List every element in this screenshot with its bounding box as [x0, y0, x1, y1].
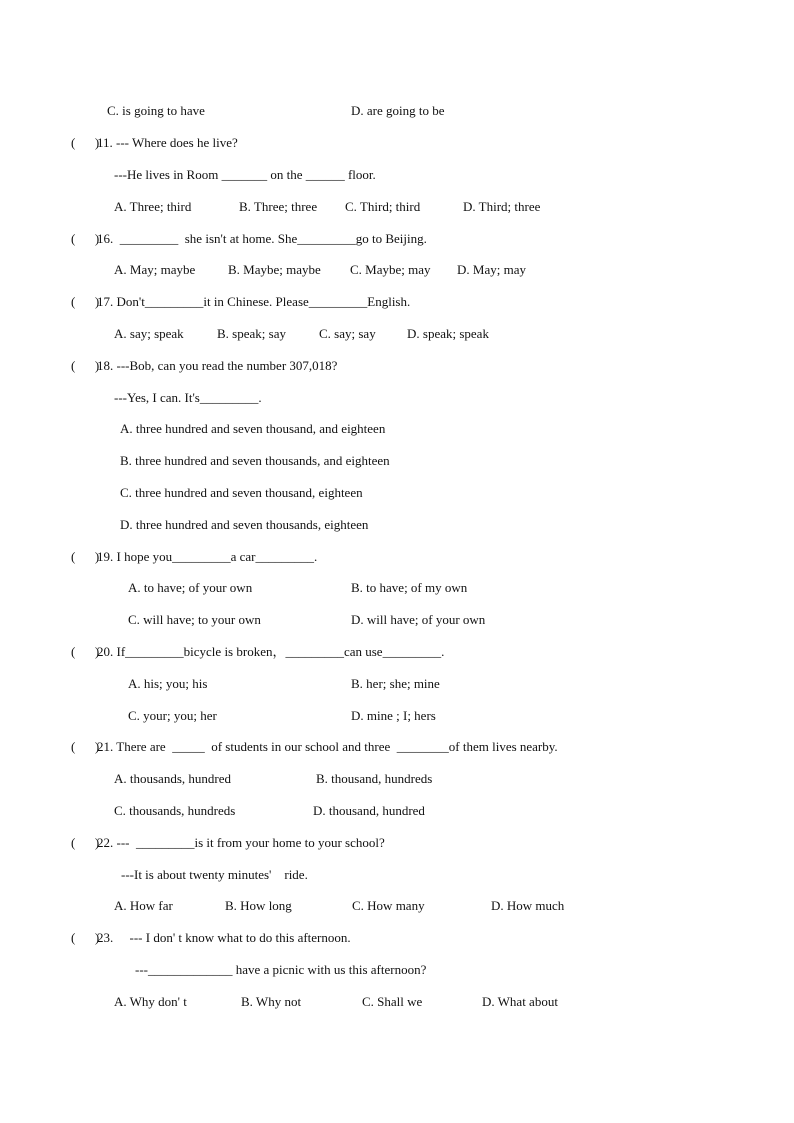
q23-stem: 23. --- I don' t know what to do this afternoon. — [97, 930, 351, 945]
q11-reply: ---He lives in Room _______ on the ______ floor. — [114, 167, 376, 182]
q17-stem: 17. Don't_________it in Chinese. Please_________English. — [97, 294, 411, 309]
answer-bracket: ( ) — [71, 739, 100, 754]
q22-option-a: A. How far — [114, 898, 173, 913]
q11-option-d: D. Third; three — [463, 199, 541, 214]
q17-option-c: C. say; say — [319, 326, 376, 341]
q17-option-d: D. speak; speak — [407, 326, 489, 341]
q22-option-c: C. How many — [352, 898, 425, 913]
q18-option-b: B. three hundred and seven thousands, and eighteen — [120, 453, 390, 468]
q18-option-a: A. three hundred and seven thousand, and eighteen — [120, 421, 386, 436]
answer-bracket: ( ) — [71, 549, 100, 564]
q16-option-c: C. Maybe; may — [350, 262, 431, 277]
answer-bracket: ( ) — [71, 135, 100, 150]
q18-option-d: D. three hundred and seven thousands, eighteen — [120, 517, 369, 532]
q18-reply: ---Yes, I can. It's_________. — [114, 390, 262, 405]
q20-option-a: A. his; you; his — [128, 676, 208, 691]
q19-option-a: A. to have; of your own — [128, 580, 253, 595]
q16-option-b: B. Maybe; maybe — [228, 262, 321, 277]
q11-option-b: B. Three; three — [239, 199, 318, 214]
q20-stem: 20. If_________bicycle is broken，_________can use_________. — [97, 644, 445, 659]
q22-option-b: B. How long — [225, 898, 292, 913]
q23-option-b: B. Why not — [241, 994, 302, 1009]
q21-option-a: A. thousands, hundred — [114, 771, 231, 786]
q11-option-a: A. Three; third — [114, 199, 192, 214]
q23-option-d: D. What about — [482, 994, 558, 1009]
q10-option-c: C. is going to have — [107, 103, 205, 118]
q22-option-d: D. How much — [491, 898, 565, 913]
answer-bracket: ( ) — [71, 644, 100, 659]
q19-option-c: C. will have; to your own — [128, 612, 261, 627]
q21-option-c: C. thousands, hundreds — [114, 803, 236, 818]
q21-option-b: B. thousand, hundreds — [316, 771, 433, 786]
answer-bracket: ( ) — [71, 294, 100, 309]
answer-bracket: ( ) — [71, 930, 100, 945]
q22-stem: 22. --- _________is it from your home to your school? — [97, 835, 385, 850]
q22-reply: ---It is about twenty minutes' ride. — [121, 867, 308, 882]
q19-option-b: B. to have; of my own — [351, 580, 468, 595]
q19-stem: 19. I hope you_________a car_________. — [97, 549, 318, 564]
q20-option-d: D. mine ; I; hers — [351, 708, 436, 723]
q23-reply: ---_____________ have a picnic with us this afternoon? — [135, 962, 427, 977]
q23-option-c: C. Shall we — [362, 994, 423, 1009]
answer-bracket: ( ) — [71, 358, 100, 373]
q21-option-d: D. thousand, hundred — [313, 803, 425, 818]
q10-option-d: D. are going to be — [351, 103, 445, 118]
q19-option-d: D. will have; of your own — [351, 612, 486, 627]
q11-stem: 11. --- Where does he live? — [97, 135, 238, 150]
q23-option-a: A. Why don' t — [114, 994, 187, 1009]
answer-bracket: ( ) — [71, 835, 100, 850]
q16-option-a: A. May; maybe — [114, 262, 196, 277]
q18-option-c: C. three hundred and seven thousand, eighteen — [120, 485, 363, 500]
q11-option-c: C. Third; third — [345, 199, 421, 214]
q20-option-c: C. your; you; her — [128, 708, 217, 723]
q16-option-d: D. May; may — [457, 262, 526, 277]
q20-option-b: B. her; she; mine — [351, 676, 440, 691]
q16-stem: 16. _________ she isn't at home. She_________go to Beijing. — [97, 231, 427, 246]
answer-bracket: ( ) — [71, 231, 100, 246]
q17-option-a: A. say; speak — [114, 326, 184, 341]
q21-stem: 21. There are _____ of students in our school and three ________of them lives nearby. — [97, 739, 558, 754]
q17-option-b: B. speak; say — [217, 326, 286, 341]
q18-stem: 18. ---Bob, can you read the number 307,018? — [97, 358, 338, 373]
